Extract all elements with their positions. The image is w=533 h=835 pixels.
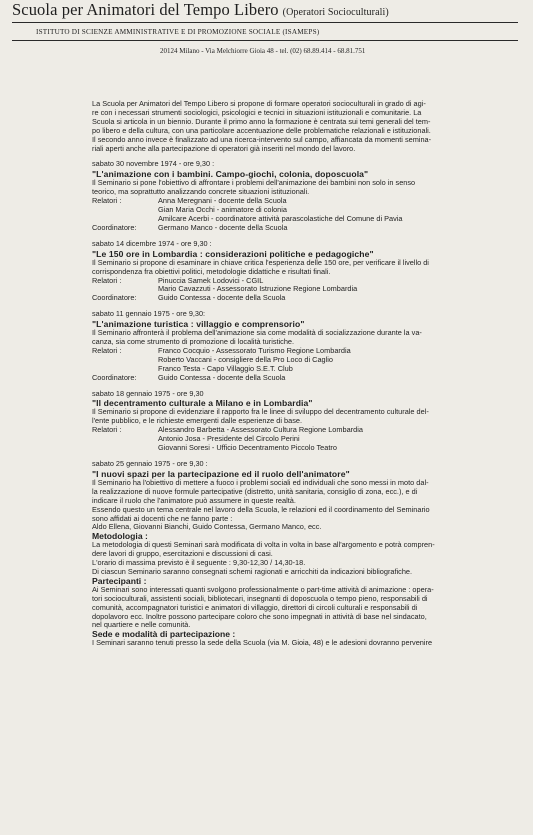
methodology-line: L'orario di massima previsto è il seguente : 9,30-12,30 / 14,30-18. [92,558,306,568]
methodology-heading: Metodologia : [92,531,148,542]
seminar-block [92,460,520,532]
venue-heading: Sede e modalità di partecipazione : [92,629,236,640]
seminar-description-line: teorico, ma soprattutto analizzando concrete situazioni istituzionali. [92,187,310,197]
role-row [92,426,520,435]
seminar-title: "Il decentramento culturale a Milano e in Lombardia" [92,398,313,409]
speaker-name: Alessandro Barbetta - Assessorato Cultura Regione Lombardia [158,425,363,435]
intro-line: Scuola si articola in un biennio. Durante il primo anno la formazione è centrata sui temi generali del tem- [92,116,431,126]
role-label: Coordinatore: [92,293,137,303]
speaker-name: Mario Cavazzuti - Assessorato Istruzione Regione Lombardia [158,284,358,294]
seminar-description-line: Il Seminario si pone l'obiettivo di affrontare i problemi dell'animazione dei bambini non solo in senso [92,178,416,188]
school-name: Scuola per Animatori del Tempo Libero [12,0,279,19]
seminar-description-line: Il Seminario affronterà il problema dell'animazione sia come modalità di socializzazione durante la va- [92,328,422,338]
seminar-description-line: l'ente pubblico, e le richieste emergenti dalle esperienze di base. [92,416,303,426]
participants-line: dopolavoro ecc. Inoltre possono partecipare coloro che sono impegnati in attività di base nel sindacato, [92,611,427,621]
seminar-description-line: corrispondenza fra obiettivi politici, metodologie didattiche e risultati finali. [92,266,331,276]
school-title [12,0,389,20]
venue-line: I Seminari saranno tenuti presso la sede della Scuola (via M. Gioia, 48) e le adesioni dovranno pervenire [92,638,433,648]
seminar-description-line: sono affidati ai docenti che ne fanno parte : [92,513,233,523]
speaker-name: Antonio Josa - Presidente del Circolo Perini [158,434,300,444]
seminar-description-line: Aldo Ellena, Giovanni Bianchi, Guido Contessa, Germano Manco, ecc. [92,522,322,532]
speaker-name: Guido Contessa - docente della Scuola [158,372,286,382]
role-row [92,197,520,206]
seminar-title: "L'animazione con i bambini. Campo-giochi, colonia, doposcuola" [92,169,369,180]
speaker-name: Franco Cocquio - Assessorato Turismo Regione Lombardia [158,345,351,355]
speaker-name: Gian Maria Occhi - animatore di colonia [158,205,287,215]
intro-line: re con i necessari strumenti sociologici, psicologici e tecnici in situazioni istituzionali e comunitarie. La [92,107,422,117]
intro-paragraph [92,100,520,153]
seminar-date: sabato 25 gennaio 1975 - ore 9,30 : [92,459,208,468]
role-row [92,215,520,224]
seminar-title: "L'animazione turistica : villaggio e comprensorio" [92,319,305,330]
methodology-line: Di ciascun Seminario saranno consegnati schemi ragionati e arricchiti da indicazioni bibliografiche. [92,566,413,576]
role-label: Relatori : [92,345,122,355]
seminar-description-line: la realizzazione di nuove formule partecipative (distretto, unità sanitaria, consiglio di zona, ecc.), e di [92,486,418,496]
seminar-title: "Le 150 ore in Lombardia : considerazioni politiche e pedagogiche" [92,248,374,259]
seminar-date: sabato 30 novembre 1974 - ore 9,30 : [92,159,215,169]
school-subtitle: (Operatori Socioculturali) [282,7,389,18]
seminar-block [92,160,520,232]
speaker-name: Germano Manco - docente della Scuola [158,222,288,232]
seminar-block [92,310,520,382]
role-row [92,224,520,233]
seminar-description-line: Il Seminario si propone di evidenziare il rapporto fra le linee di sviluppo del decentramento culturale del- [92,407,429,417]
role-row [92,365,520,374]
speaker-name: Amilcare Acerbi - coordinatore attività parascolastiche del Comune di Pavia [158,213,403,223]
role-label: Coordinatore: [92,222,137,232]
participants-line: nel quartiere e nelle comunità. [92,620,191,630]
seminar-date: sabato 14 dicembre 1974 - ore 9,30 : [92,238,212,248]
seminar-description-line: Essendo questo un tema centrale nel lavoro della Scuola, le relazioni ed il coordinamento del Seminario [92,504,430,514]
seminar-description-line: canza, sia come strumento di promozione di località turistiche. [92,337,295,347]
seminar-description-line: Il Seminario ha l'obiettivo di mettere a fuoco i problemi sociali ed individuali che sono messi in moto dal- [92,477,429,487]
methodology-line: dere lavori di gruppo, esercitazioni e discussioni di casi. [92,549,273,559]
participants-heading: Partecipanti : [92,575,147,586]
role-row [92,356,520,365]
speaker-name: Giovanni Soresi - Ufficio Decentramento Piccolo Teatro [158,443,337,453]
speaker-name: Guido Contessa - docente della Scuola [158,293,286,303]
role-label: Relatori : [92,275,122,285]
intro-line: po libero e della cultura, con una particolare accentuazione delle problematiche relazionali e istituzionali. [92,125,431,135]
role-label: Relatori : [92,196,122,206]
role-row [92,294,520,303]
seminar-title: "I nuovi spazi per la partecipazione ed il ruolo dell'animatore" [92,468,350,479]
role-row [92,444,520,453]
role-label-spacer [92,356,158,365]
institute-address: 20124 Milano - Via Melchiorre Gioia 48 - tel. (02) 68.89.414 - 68.81.751 [160,47,366,55]
header-rule-top [12,22,518,23]
participants-line: Ai Seminari sono interessati quanti svolgono professionalmente o part-time attività di animazione : opera- [92,584,434,594]
role-label-spacer [92,435,158,444]
institute-name: ISTITUTO DI SCIENZE AMMINISTRATIVE E DI PROMOZIONE SOCIALE (ISAMEPS) [36,28,320,36]
intro-line: La Scuola per Animatori del Tempo Libero si propone di formare operatori socioculturali in grado di agi- [92,99,426,108]
seminar-block [92,240,520,303]
role-label: Relatori : [92,425,122,435]
role-label: Coordinatore: [92,372,137,382]
document-body [92,100,520,648]
role-label-spacer [92,444,158,453]
seminar-date: sabato 18 gennaio 1975 - ore 9,30 [92,388,204,398]
speaker-name: Pinuccia Samek Lodovici - CGIL [158,275,264,285]
speaker-name: Anna Meregnani - docente della Scuola [158,196,287,206]
seminar-description-line: Il Seminario si propone di esaminare in chiave critica l'esperienza delle 150 ore, per verificare il livello di [92,257,429,267]
role-row [92,374,520,383]
seminar-block [92,390,520,453]
speaker-name: Franco Testa - Capo Villaggio S.E.T. Club [158,363,293,373]
speaker-name: Roberto Vaccani - consigliere della Pro Loco di Caglio [158,354,333,364]
methodology-line: La metodologia di questi Seminari sarà modificata di volta in volta in base all'argomento e potrà compren- [92,540,435,550]
participants-line: tori socioculturali, assistenti sociali, bibliotecari, insegnanti di doposcuola o tempo pieno, responsabili di [92,593,428,603]
seminar-date: sabato 11 gennaio 1975 - ore 9,30: [92,309,206,319]
role-row [92,285,520,294]
role-label-spacer [92,206,158,215]
participants-line: comunità, accompagnatori turistici e animatori di villaggio, direttori di circoli culturali e responsabili di [92,602,418,612]
seminar-description-line: indicare il ruolo che l'animatore può assumere in queste realtà. [92,495,296,505]
intro-line: riali aperti anche alla partecipazione di operatori già inseriti nel mondo del lavoro. [92,143,356,153]
intro-line: Il secondo anno invece è finalizzato ad una ricerca-intervento sul campo, affiancata da momenti semina- [92,134,432,144]
header-rule-bottom [12,40,518,41]
